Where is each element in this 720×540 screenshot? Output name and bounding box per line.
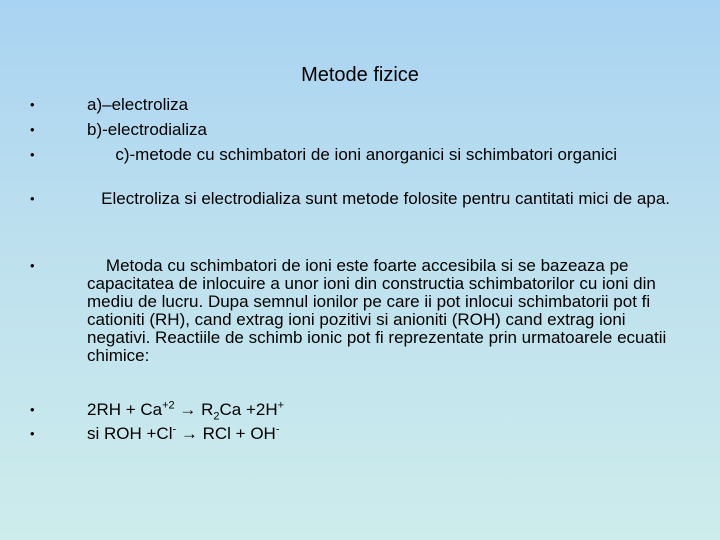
bullet-dot: • xyxy=(30,191,35,206)
eq2-arrow: → xyxy=(176,424,203,443)
eq1-part-a: 2RH + Ca xyxy=(87,400,163,419)
list-item-text: Metoda cu schimbatori de ioni este foarte accesibila si se bazeaza pe capacitatea de inlocuire a unor ioni din constructia schimbatorilor cu ioni din mediu de lucru. Dupa semnul ionilor pe care ii pot inlocui schimbatorii pot fi cationiti (RH), cand extrag ioni pozitivi si anioniti (ROH) cand extrag ioni negativi. Reactiile de schimb ionic pot fi reprezentate prin urmatoarele ecuatii chimice: xyxy=(87,256,671,365)
bullet-dot: • xyxy=(30,258,35,273)
eq1-part-c: Ca +2H xyxy=(219,400,278,419)
eq2-part-a: si ROH +Cl xyxy=(87,424,173,443)
eq1-part-c-sup: + xyxy=(277,399,285,412)
equation-2 xyxy=(87,425,677,443)
slide-title-text: Metode fizice xyxy=(301,64,419,86)
bullet-dot: • xyxy=(30,122,35,137)
list-item-text: a)–electroliza xyxy=(87,95,189,114)
bullet-dot: • xyxy=(30,402,35,417)
list-item-text: c)-metode cu schimbatori de ioni anorganici si schimbatori organici xyxy=(87,145,618,164)
eq1-arrow: → xyxy=(174,400,202,419)
eq1-part-a-sup: +2 xyxy=(162,399,175,412)
list-item-text: b)-electrodializa xyxy=(87,120,207,139)
eq1-part-b: R xyxy=(201,400,214,419)
equation-1 xyxy=(87,399,677,423)
eq2-part-b: RCl + OH xyxy=(202,424,276,443)
list-item-text: Electroliza si electrodializa sunt metode folosite pentru cantitati mici de apa. xyxy=(87,189,671,208)
bullet-dot: • xyxy=(30,97,35,112)
slide-title xyxy=(0,64,720,86)
bullet-dot: • xyxy=(30,426,35,441)
bullet-dot: • xyxy=(30,147,35,162)
eq2-part-a-sup: - xyxy=(172,423,177,436)
eq2-part-b-sup: - xyxy=(275,423,280,436)
eq1-part-b-sub: 2 xyxy=(213,410,220,423)
